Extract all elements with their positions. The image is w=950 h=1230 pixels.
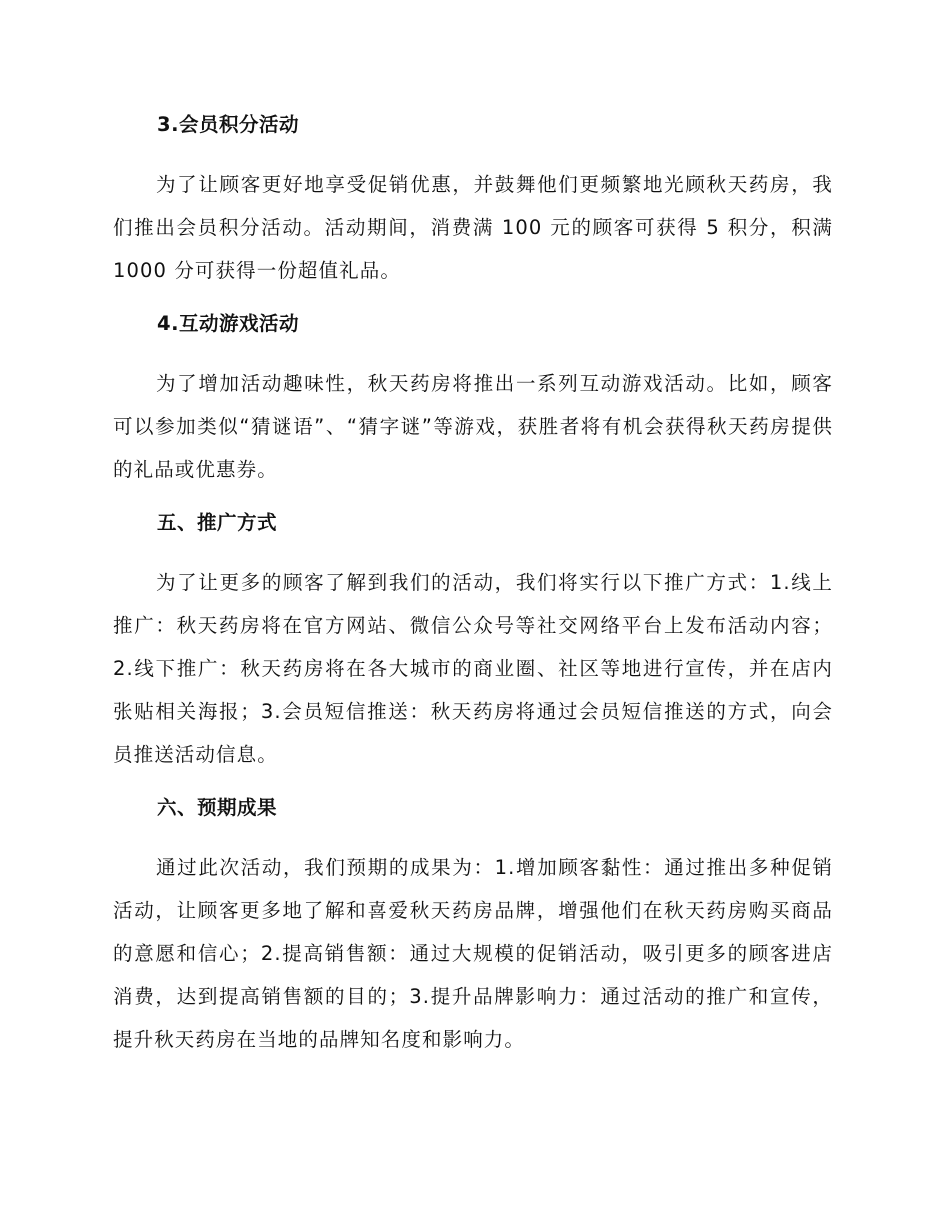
section-body-promotion-methods: 为了让更多的顾客了解到我们的活动，我们将实行以下推广方式：1.线上推广：秋天药房将在官方网站、微信公众号等社交网络平台上发布活动内容；2.线下推广：秋天药房将在各大城市的商业圈、社区等地进行宣传，并在店内张贴相关海报；3.会员短信推送：秋天药房将通过会员短信推送的方式，向会员推送活动信息。 <box>113 571 833 766</box>
section-heading-expected-results: 六、预期成果 <box>157 796 278 819</box>
section-body-member-points: 为了让顾客更好地享受促销优惠，并鼓舞他们更频繁地光顾秋天药房，我们推出会员积分活动。活动期间，消费满 100 元的顾客可获得 5 积分，积满 1000 分可获得一份超值礼品。 <box>113 173 833 282</box>
document-page <box>113 109 833 1061</box>
section-heading-promotion-methods: 五、推广方式 <box>157 511 278 534</box>
section-heading-interactive-games: 4.互动游戏活动 <box>157 312 299 335</box>
section-body-expected-results: 通过此次活动，我们预期的成果为：1.增加顾客黏性：通过推出多种促销活动，让顾客更多地了解和喜爱秋天药房品牌，增强他们在秋天药房购买商品的意愿和信心；2.提高销售额：通过大规模的促销活动，吸引更多的顾客进店消费，达到提高销售额的目的；3.提升品牌影响力：通过活动的推广和宣传，提升秋天药房在当地的品牌知名度和影响力。 <box>113 856 833 1051</box>
section-heading-member-points: 3.会员积分活动 <box>157 113 299 136</box>
section-body-interactive-games: 为了增加活动趣味性，秋天药房将推出一系列互动游戏活动。比如，顾客可以参加类似“猜谜语”、“猜字谜”等游戏，获胜者将有机会获得秋天药房提供的礼品或优惠券。 <box>113 372 833 481</box>
